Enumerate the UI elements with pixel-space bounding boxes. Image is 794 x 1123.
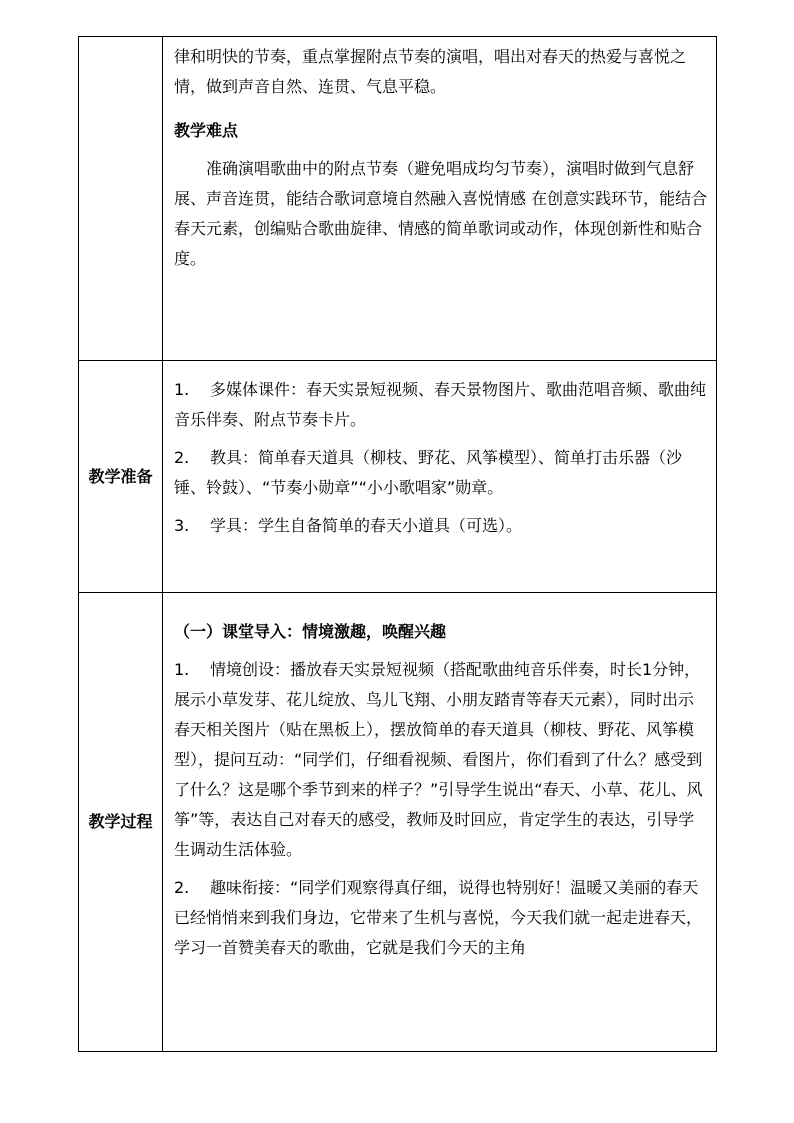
preparation-content-cell [163, 361, 717, 593]
item-number: 2. [174, 448, 190, 467]
item-text: 情境创设：播放春天实景短视频（搭配歌曲纯音乐伴奏，时长1分钟，展示小草发芽、花儿绽放、鸟儿飞翔、小朋友踏青等春天元素），同时出示春天相关图片（贴在黑板上），摆放简单的春天道具（柳枝、野花、风筝模型），提问互动：“同学们，仔细看视频、看图片，你们看到了什么？感受到了什么？这是哪个季节到来的样子？”引导学生说出“春天、小草、花儿、风筝”等，表达自己对春天的感受，教师及时回应，肯定学生的表达，引导学生调动生活体验。 [174, 660, 703, 859]
item-number: 2. [174, 878, 190, 897]
difficulty-text: 准确演唱歌曲中的附点节奏（避免唱成均匀节奏），演唱时做到气息舒展、声音连贯，能结合歌词意境自然融入喜悦情感 在创意实践环节，能结合春天元素，创编贴合歌曲旋律、情感的简单歌词或动作，体现创新性和贴合度。 [174, 159, 708, 268]
row-label-empty [79, 37, 163, 361]
goals-continued-text: 律和明快的节奏，重点掌握附点节奏的演唱，唱出对春天的热爱与喜悦之情，做到声音自然、连贯、气息平稳。 [174, 47, 687, 96]
table-row-process [79, 593, 717, 1052]
lesson-plan-table [78, 36, 717, 1052]
item-number: 1. [174, 380, 190, 399]
difficulty-heading: 教学难点 [174, 121, 239, 140]
item-text: 多媒体课件：春天实景短视频、春天景物图片、歌曲范唱音频、歌曲纯音乐伴奏、附点节奏卡片。 [174, 380, 707, 429]
preparation-item [174, 443, 708, 503]
item-text: 学具：学生自备简单的春天小道具（可选）。 [210, 516, 523, 535]
process-label: 教学过程 [79, 593, 163, 1052]
preparation-item [174, 375, 708, 435]
process-item [174, 873, 708, 963]
process-item [174, 655, 708, 865]
goals-content-cell [163, 37, 717, 361]
process-content-cell [163, 593, 717, 1052]
table-row-goals-continued [79, 37, 717, 361]
preparation-item [174, 511, 708, 541]
table-row-preparation [79, 361, 717, 593]
process-section-title: （一）课堂导入：情境激趣，唤醒兴趣 [174, 622, 447, 641]
item-text: 趣味衔接：“同学们观察得真仔细，说得也特别好！温暖又美丽的春天已经悄悄来到我们身边，它带来了生机与喜悦，今天我们就一起走进春天，学习一首赞美春天的歌曲，它就是我们今天的主角 [174, 878, 703, 957]
item-number: 3. [174, 516, 190, 535]
item-text: 教具：简单春天道具（柳枝、野花、风筝模型）、简单打击乐器（沙锤、铃鼓）、“节奏小勋章”“小小歌唱家”勋章。 [174, 448, 683, 497]
preparation-label: 教学准备 [79, 361, 163, 593]
item-number: 1. [174, 660, 190, 679]
